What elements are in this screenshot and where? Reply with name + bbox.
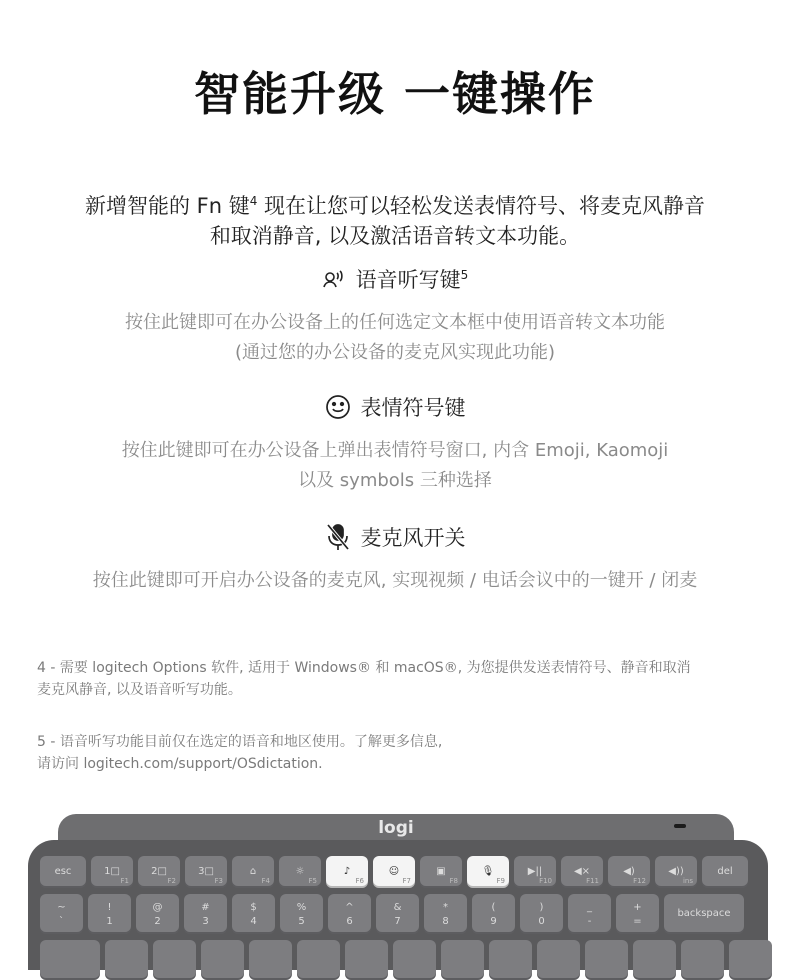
- key-sublabel: F8: [449, 877, 458, 885]
- key-fn-13: [655, 856, 697, 888]
- key-row3-8: [441, 940, 484, 980]
- feature-desc-line: (通过您的办公设备的麦克风实现此功能): [234, 342, 556, 363]
- key-label: ⌂: [249, 866, 257, 877]
- key-num-5: [280, 894, 323, 934]
- key-label: 4: [250, 916, 257, 927]
- key-sublabel: F12: [633, 877, 646, 885]
- key-sublabel: F2: [167, 877, 176, 885]
- key-sublabel: F10: [539, 877, 552, 885]
- key-label: ◀×: [573, 866, 591, 877]
- voice-dictation-icon: [322, 267, 346, 291]
- key-shift-label: #: [201, 902, 210, 913]
- keyboard-body: [28, 840, 768, 970]
- key-row3-13: [681, 940, 724, 980]
- key-sublabel: F9: [496, 877, 505, 885]
- footnote-line: 请访问 logitech.com/support/OSdictation.: [37, 756, 323, 772]
- key-sublabel: F3: [214, 877, 223, 885]
- key-shift-label: @: [152, 902, 163, 913]
- key-label: ▣: [436, 866, 446, 877]
- key-label: ☺: [388, 866, 400, 877]
- key-fn-1: [91, 856, 133, 888]
- feature-desc-line: 按住此键即可在办公设备上弹出表情符号窗口, 内含 Emoji, Kaomoji: [121, 440, 669, 461]
- key-shift-label: %: [296, 902, 307, 913]
- key-label: 7: [394, 916, 401, 927]
- key-shift-label: $: [250, 902, 257, 913]
- key-row3-5: [297, 940, 340, 980]
- key-row3-2: [153, 940, 196, 980]
- key-label: 1: [106, 916, 113, 927]
- key-row3-7: [393, 940, 436, 980]
- key-label: `: [59, 916, 64, 927]
- intro-part1: 新增智能的 Fn 键: [84, 194, 250, 218]
- key-backspace: [664, 894, 744, 934]
- key-fn-3: [185, 856, 227, 888]
- key-sublabel: F7: [402, 877, 411, 885]
- logi-logo: logi: [378, 818, 414, 838]
- key-fn-7: [373, 856, 415, 888]
- key-label: -: [587, 916, 592, 927]
- key-label: 6: [346, 916, 353, 927]
- footnote-4: [37, 657, 757, 701]
- key-shift-label: (: [491, 902, 496, 913]
- key-fn-9: [467, 856, 509, 888]
- feature-title-label: 语音听写键: [355, 268, 461, 292]
- key-row3-10: [537, 940, 580, 980]
- key-row3-1: [105, 940, 148, 980]
- key-sublabel: ins: [682, 877, 693, 885]
- key-shift-label: *: [443, 902, 448, 913]
- key-sublabel: F4: [261, 877, 270, 885]
- mic-mute-icon: [325, 522, 351, 552]
- intro-line2: 和取消静音, 以及激活语音转文本功能。: [209, 224, 581, 248]
- key-fn-5: [279, 856, 321, 888]
- key-row3-12: [633, 940, 676, 980]
- key-sublabel: F6: [355, 877, 364, 885]
- key-shift-label: _: [587, 902, 592, 913]
- key-fn-11: [561, 856, 603, 888]
- key-sublabel: F11: [586, 877, 599, 885]
- key-num-3: [184, 894, 227, 934]
- footnote-ref-4: 4: [249, 194, 258, 208]
- key-label: ♪: [343, 866, 351, 877]
- key-num-4: [232, 894, 275, 934]
- intro-text: [40, 186, 750, 251]
- key-num-12: [616, 894, 659, 934]
- smiley-icon: [325, 394, 351, 420]
- key-label: ◀)): [668, 866, 684, 877]
- feature-title-label: 麦克风开关: [360, 526, 466, 550]
- key-fn-6: [326, 856, 368, 888]
- key-label: 0: [538, 916, 545, 927]
- footnote-ref-5: 5: [460, 268, 469, 282]
- key-shift-label: ): [539, 902, 544, 913]
- key-num-11: [568, 894, 611, 934]
- key-shift-label: !: [107, 902, 112, 913]
- key-label: ☼: [295, 866, 305, 877]
- key-num-1: [88, 894, 131, 934]
- page-title: 智能升级 一键操作: [193, 67, 596, 121]
- feature-voice-dictation-title: [0, 264, 790, 294]
- key-num-7: [376, 894, 419, 934]
- key-fn-8: [420, 856, 462, 888]
- key-num-10: [520, 894, 563, 934]
- key-fn-10: [514, 856, 556, 888]
- key-row3-0: [40, 940, 100, 980]
- feature-emoji-desc: [40, 436, 750, 496]
- footnote-line: 5 - 语音听写功能目前仅在选定的语音和地区使用。了解更多信息,: [37, 734, 443, 750]
- key-fn-0: [40, 856, 86, 888]
- key-row3-11: [585, 940, 628, 980]
- key-label: ◀): [623, 866, 635, 877]
- key-label: 3□: [198, 866, 214, 877]
- key-row3-6: [345, 940, 388, 980]
- key-label: 2: [154, 916, 161, 927]
- feature-desc-line: 按住此键即可开启办公设备的麦克风, 实现视频 / 电话会议中的一键开 / 闭麦: [92, 570, 698, 591]
- footnote-line: 4 - 需要 logitech Options 软件, 适用于 Windows® 和 macOS®, 为您提供发送表情符号、静音和取消: [37, 660, 691, 676]
- key-label: 1□: [104, 866, 120, 877]
- key-label: 🎙: [481, 866, 495, 877]
- key-fn-12: [608, 856, 650, 888]
- key-label: 8: [442, 916, 449, 927]
- feature-voice-dictation-desc: [40, 308, 750, 368]
- key-num-6: [328, 894, 371, 934]
- footnote-5: [37, 731, 757, 775]
- key-shift-label: &: [393, 902, 402, 913]
- key-label: del: [717, 866, 733, 877]
- status-led: [674, 824, 686, 828]
- key-num-2: [136, 894, 179, 934]
- key-row3-3: [201, 940, 244, 980]
- key-shift-label: +: [633, 902, 642, 913]
- feature-mic-title: [0, 522, 790, 552]
- key-num-9: [472, 894, 515, 934]
- key-num-8: [424, 894, 467, 934]
- key-label: 3: [202, 916, 209, 927]
- intro-part2: 现在让您可以轻松发送表情符号、将麦克风静音: [257, 194, 706, 218]
- key-label: esc: [54, 866, 72, 877]
- key-label: backspace: [677, 908, 731, 919]
- key-label: ▶||: [527, 866, 543, 877]
- footnote-line: 麦克风静音, 以及语音听写功能。: [37, 682, 242, 698]
- key-label: 2□: [151, 866, 167, 877]
- feature-desc-line: 以及 symbols 三种选择: [298, 470, 492, 491]
- key-num-0: [40, 894, 83, 934]
- key-shift-label: ^: [345, 902, 354, 913]
- key-sublabel: F1: [120, 877, 129, 885]
- key-shift-label: ~: [57, 902, 66, 913]
- key-fn-4: [232, 856, 274, 888]
- feature-emoji-title: [0, 392, 790, 422]
- key-row3-4: [249, 940, 292, 980]
- key-row3-9: [489, 940, 532, 980]
- key-label: 9: [490, 916, 497, 927]
- key-fn-2: [138, 856, 180, 888]
- feature-desc-line: 按住此键即可在办公设备上的任何选定文本框中使用语音转文本功能: [125, 312, 665, 333]
- key-label: 5: [298, 916, 305, 927]
- key-fn-14: [702, 856, 748, 888]
- feature-mic-desc: [20, 566, 770, 596]
- key-sublabel: F5: [308, 877, 317, 885]
- key-row3-14: [729, 940, 772, 980]
- feature-title-label: 表情符号键: [360, 396, 466, 420]
- key-label: =: [633, 916, 642, 927]
